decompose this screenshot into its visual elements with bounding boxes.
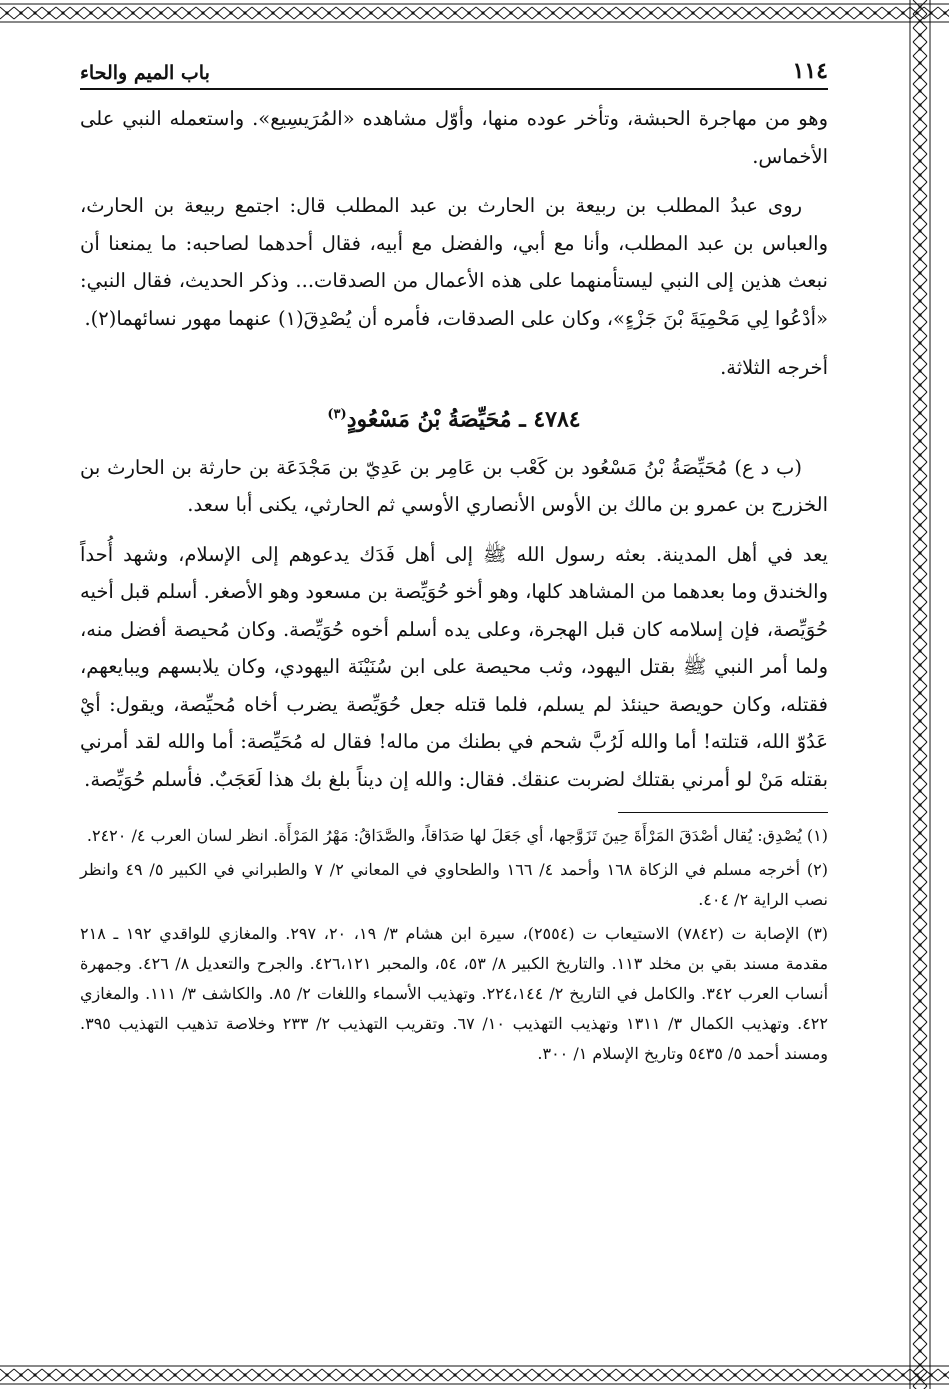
paragraph-3: أخرجه الثلاثة. — [720, 356, 828, 379]
running-head — [80, 58, 828, 90]
paragraph-1: وهو من مهاجرة الحبشة، وتأخر عوده منها، وأوّل مشاهده «المُرَيسِيع». واستعمله النبي على الأخماس. — [80, 107, 828, 168]
right-border-ornament — [906, 0, 934, 1389]
paragraph-4: (ب د ع) مُحَيِّصَةُ بْنُ مَسْعُود بن كَعْب بن عَامِر بن عَدِيّ بن مَجْدَعَة بن حارثة بن الحارث بن الخزرج بن عمرو بن مالك بن الأوس الأنصاري الأوسي ثم الحارثي، يكنى أبا سعد. — [80, 455, 828, 517]
chapter-title: باب الميم والحاء — [80, 62, 210, 84]
footnotes — [80, 821, 828, 1069]
entry-heading — [80, 395, 828, 439]
entry-heading-footnote-ref: (٣) — [327, 406, 347, 422]
entry-heading-text: ٤٧٨٤ ـ مُحَيِّصَةُ بْنُ مَسْعُودٍ — [346, 405, 581, 432]
page-number: ١١٤ — [792, 58, 828, 84]
top-border-ornament — [0, 0, 949, 26]
right-border-pattern — [906, 0, 934, 1389]
paragraph-2: روى عبدُ المطلب بن ربيعة بن الحارث بن عبد المطلب قال: اجتمع ربيعة بن الحارث، والعباس بن عبد المطلب، وأنا مع أبي، والفضل مع أبيه، فقال أحدهما لصاحبه: ما يمنعنا أن نبعث هذين إلى النبي ليستأمنهما على هذه الأعمال من الصدقات... وذكر الحديث، فقال النبي: «أدْعُوا لِي مَحْمِيَةَ بْنَ جَزْءٍ»، وكان على الصدقات، فأمره أن يُصْدِقَ(١) عنهما مهور نسائهما(٢). — [80, 194, 828, 330]
top-border-pattern — [0, 0, 949, 26]
footnote-3: (٣) الإصابة ت (٧٨٤٢) الاستيعاب ت (٢٥٥٤)، سيرة ابن هشام ٣/ ١٩، ٢٠، ٢٩٧. والمغازي للواقدي ١٩٢ ـ ٢١٨ مقدمة مسند بقي بن مخلد ١١٣. والتاريخ الكبير ٨/ ٥٣، ٥٤، والمحبر ٤٢٦،١٢١. والجرح والتعديل ٨/ ٤٢٦. وجمهرة أنساب العرب ٣٤٢. والكامل في التاريخ ٢/ ٢٢٤،١٤٤. وتهذيب الأسماء واللغات ٢/ ٨٥. والكاشف ٣/ ١١١. والمغازي ٤٢٢. وتهذيب الكمال ٣/ ١٣١١ وتهذيب التهذيب ١٠/ ٦٧. وتقريب التهذيب ٢/ ٢٣٣ وخلاصة تذهيب التهذيب ٣٩٥. ومسند أحمد ٥/ ٥٤٣٥ وتاريخ الإسلام ١/ ٣٠٠. — [80, 924, 829, 1064]
book-page — [80, 58, 828, 1073]
footnote-2: (٢) أخرجه مسلم في الزكاة ١٦٨ وأحمد ٤/ ١٦٦ والطحاوي في المعاني ٢/ ٧ والطبراني في الكبير ٥/ ٤٩ وانظر نصب الراية ٢/ ٤٠٤. — [80, 860, 829, 910]
bottom-border-pattern — [0, 1362, 949, 1388]
paragraph-5: يعد في أهل المدينة. بعثه رسول الله ﷺ إلى أهل فَدَك يدعوهم إلى الإسلام، وشهد أُحداً والخندق وما بعدهما من المشاهد كلها، وهو أخو حُوَيِّصة بن مسعود وهو الأصغر. أسلم قبل أخيه حُوَيِّصة، فإن إسلامه كان قبل الهجرة، وعلى يده أسلم أخوه حُوَيِّصة. وكان مُحيصة أفضل منه، ولما أمر النبي ﷺ بقتل اليهود، وثب محيصة على ابن سُنَيْنَة اليهودي، وكان يلابسهم ويبايعهم، فقتله، وكان حويصة حينئذ لم يسلم، فلما قتله جعل حُوَيِّصة يضرب أخاه مُحيِّصة، ويقول: أيْ عَدُوّ الله، قتلته! أما والله لَرُبَّ شحم في بطنك من ماله! فقال له مُحَيِّصة: أما والله لقد أمرني بقتله مَنْ لو أمرني بقتلك لضربت عنقك. فقال: والله إن ديناً بلغ بك هذا لَعَجَبٌ. فأسلم حُوَيِّصة. — [80, 542, 828, 791]
footnote-separator — [618, 812, 828, 813]
bottom-border-ornament — [0, 1362, 949, 1388]
main-text — [80, 100, 828, 798]
footnote-1: (١) يُصْدِق: يُقال أصْدَقَ المَرْأَةَ حِينَ تَزَوَّجها، أي جَعَلَ لها صَدَاقاً، والصَّدَاقُ: مَهْرُ المَرْأَة. انظر لسان العرب ٤/ ٢٤٢٠. — [86, 826, 828, 846]
